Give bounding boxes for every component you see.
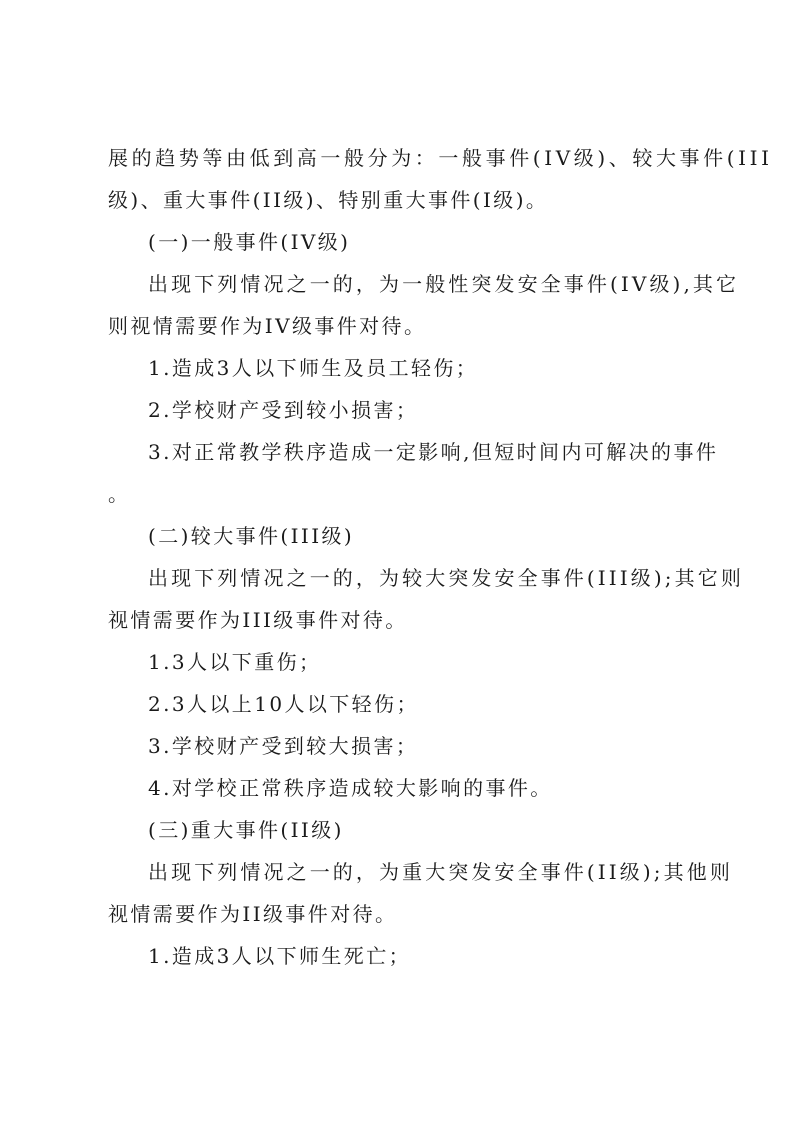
paragraph-line: 级)、重大事件(II级)、特别重大事件(I级)。 <box>108 188 549 212</box>
list-item: 1.造成3人以下师生及员工轻伤； <box>148 356 479 380</box>
paragraph-line: 出现下列情况之一的，为重大突发安全事件(II级);其他则 <box>148 860 733 884</box>
document-body <box>108 137 773 977</box>
paragraph-line: 出现下列情况之一的，为较大突发安全事件(III级);其它则 <box>148 566 744 590</box>
paragraph-line: 。 <box>108 482 131 506</box>
paragraph-line: 视情需要作为III级事件对待。 <box>108 608 408 632</box>
section-heading-major: (二)较大事件(III级) <box>148 524 355 548</box>
list-item: 4.对学校正常秩序造成较大影响的事件。 <box>148 776 553 800</box>
list-item: 3.对正常教学秩序造成一定影响,但短时间内可解决的事件 <box>148 440 719 464</box>
paragraph-line: 出现下列情况之一的，为一般性突发安全事件(IV级),其它 <box>148 272 740 296</box>
list-item: 2.学校财产受到较小损害； <box>148 398 419 422</box>
paragraph-line: 则视情需要作为IV级事件对待。 <box>108 314 427 338</box>
list-item: 2.3人以上10人以下轻伤； <box>148 692 419 716</box>
list-item: 1.3人以下重伤； <box>148 650 322 674</box>
section-heading-serious: (三)重大事件(II级) <box>148 818 344 842</box>
paragraph-line: 视情需要作为II级事件对待。 <box>108 902 398 926</box>
paragraph-line: 展的趋势等由低到高一般分为：一般事件(IV级)、较大事件(III <box>108 146 773 170</box>
list-item: 1.造成3人以下师生死亡； <box>148 944 412 968</box>
section-heading-general: (一)一般事件(IV级) <box>148 230 351 254</box>
list-item: 3.学校财产受到较大损害； <box>148 734 419 758</box>
